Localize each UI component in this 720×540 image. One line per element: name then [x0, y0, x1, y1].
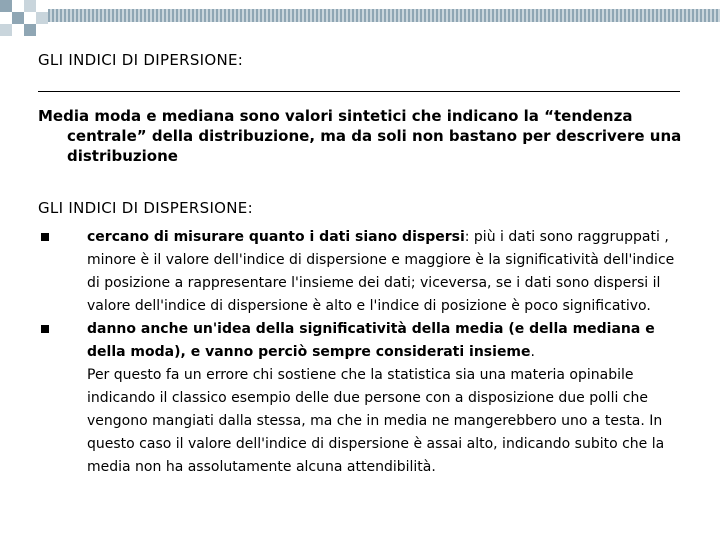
page-title: GLI INDICI DI DIPERSIONE:: [38, 51, 244, 69]
square-bullet-icon: [41, 233, 49, 241]
decorative-top-bar: [48, 9, 720, 22]
bullet-bold-text: cercano di misurare quanto i dati siano dispersi: [87, 229, 465, 245]
list-item: [38, 226, 678, 318]
square-bullet-icon: [41, 325, 49, 333]
title-divider: [38, 91, 680, 92]
intro-paragraph: Media moda e mediana sono valori sintetici che indicano la “tendenza centrale” della distribuzione, ma da soli non bastano per descrivere una distribuzione: [38, 107, 682, 165]
section-heading: GLI INDICI DI DISPERSIONE:: [38, 199, 253, 217]
bullet-text: .: [530, 344, 535, 360]
bullet-list: [38, 226, 678, 479]
list-item: [38, 318, 678, 479]
bullet-continuation: Per questo fa un errore chi sostiene che la statistica sia una materia opinabile indicando il classico esempio delle due persone con a disposizione due polli che vengono mangiati dalla stessa, ma che in media ne mangerebbero uno a testa. In questo caso il valore dell'indice di dispersione è assai alto, indicando subito che la media non ha assolutamente alcuna attendibilità.: [87, 367, 665, 475]
bullet-text: : più i dati sono raggruppati , minore è il valore dell'indice di dispersione e maggiore è la significatività dell'indice di posizione a rappresentare l'insieme dei dati; viceversa, se i dati sono dispersi il valore dell'indice di dispersione è alto e l'indice di posizione è poco significativo.: [87, 229, 675, 314]
decorative-checker-pattern: [0, 0, 60, 50]
bullet-bold-text: danno anche un'idea della significatività della media (e della mediana e della moda), e vanno perciò sempre considerati insieme: [87, 321, 655, 360]
